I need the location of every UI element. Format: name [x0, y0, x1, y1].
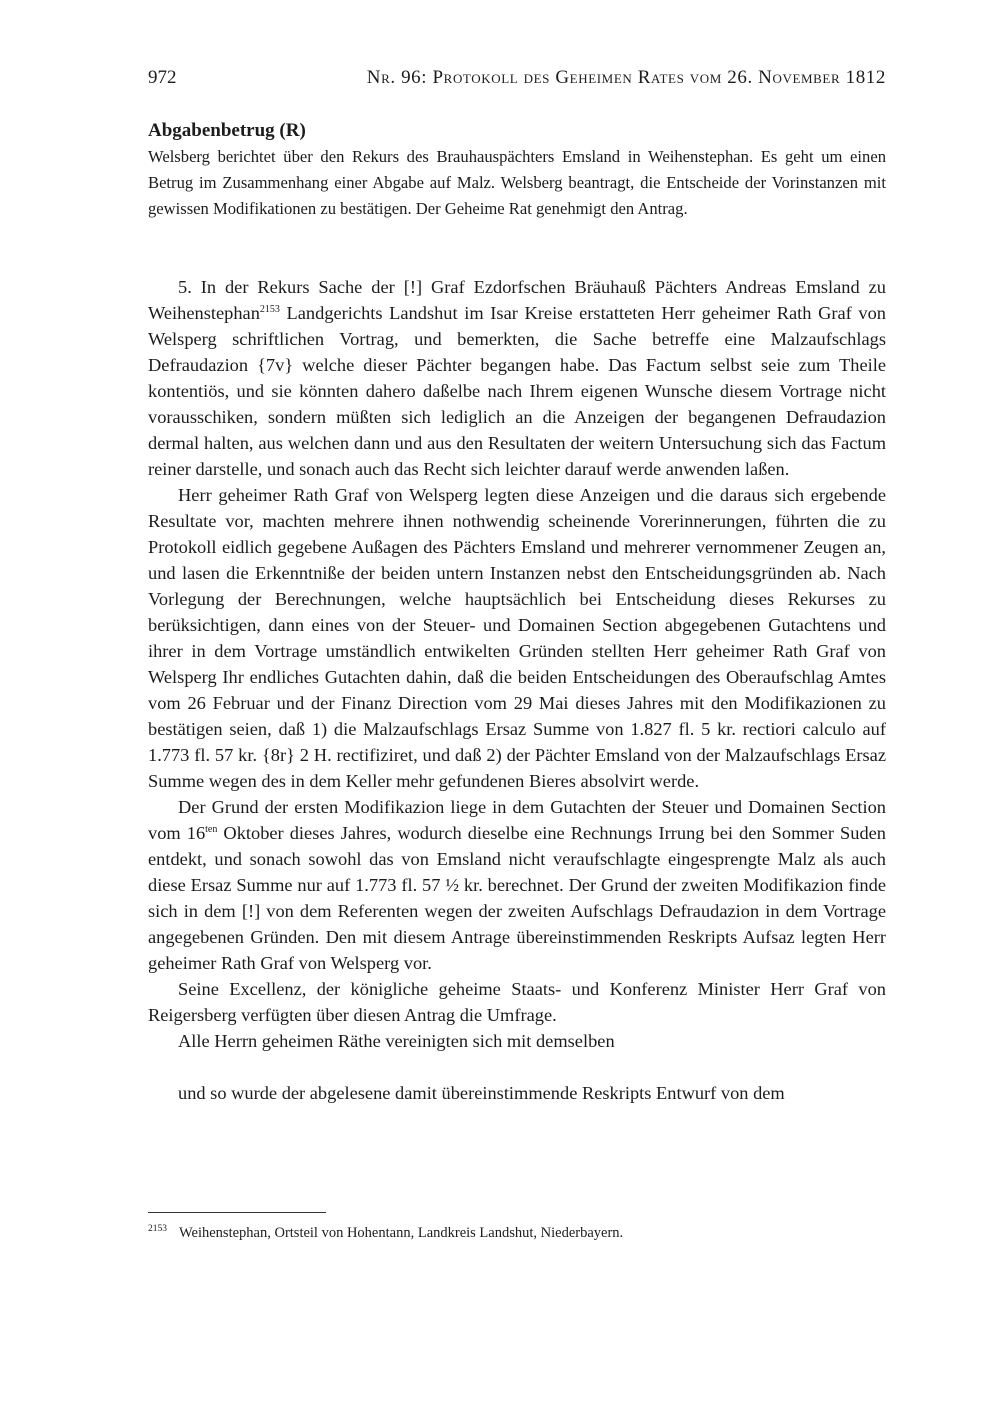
paragraph-6: und so wurde der abgelesene damit übereinstimmende Reskripts Entwurf von dem — [178, 1083, 785, 1103]
protocol-body — [148, 274, 886, 1106]
paragraph-2: Herr geheimer Rath Graf von Welsperg legten diese Anzeigen und die daraus sich ergebende Resultate vor, machten mehrere ihnen nothwendig scheinende Vorerinnerungen, führten die zu Protokoll eidlich gegebene Außagen des Pächters Emsland und mehrerer vernommener Zeugen an, und lasen die Erkenntniße der beiden untern Instanzen nebst den Entscheidungsgründen ab. Nach Vorlegung der Berechnungen, welche hauptsächlich bei Entscheidung dieses Rekurses zu berüksichtigen, dann eines von der Steuer- und Domainen Section abgegebenen Gutachtens und ihrer in dem Vortrage umständlich entwikelten Gründen stellten Herr geheimer Rath Graf von Welsperg Ihr endliches Gutachten dahin, daß die beiden Entscheidungen des Oberaufschlag Amtes vom 26 Februar und der Finanz Direction vom 29 Mai dieses Jahres mit den Modifikazionen zu bestätigen seien, daß 1) die Malzaufschlags Ersaz Summe von 1.827 fl. 5 kr. rectiori calculo auf 1.773 fl. 57 kr. {8r} 2 H. rectifiziret, und daß 2) der Pächter Emsland von der Malzaufschlags Ersaz Summe wegen des in dem Keller mehr gefundenen Bieres absolvirt werde. — [148, 485, 886, 791]
footnote-divider — [148, 1212, 326, 1213]
running-title: Nr. 96: Protokoll des Geheimen Rates vom 26. November 1812 — [366, 67, 886, 88]
ordinal-suffix: ten — [205, 823, 218, 835]
paragraph-5: Alle Herrn geheimen Räthe vereinigten sich mit demselben — [178, 1031, 615, 1051]
section-heading: Abgabenbetrug (R) — [148, 120, 306, 141]
page-number: 972 — [148, 67, 177, 88]
summary-text: Welsberg berichtet über den Rekurs des Brauhauspächters Emsland in Weihenstephan. Es geht um einen Betrug im Zusammenhang einer Abgabe auf Malz. Welsberg beantragt, die Entscheide der Vorinstanzen mit gewissen Modifikationen zu bestätigen. Der Geheime Rat genehmigt den Antrag. — [148, 147, 886, 218]
paragraph-3-text-b: Oktober dieses Jahres, wodurch dieselbe eine Rechnungs Irrung bei den Sommer Suden entdekt, und sonach sowohl das von Emsland nicht veraufschlagte eingesprengte Malz als auch diese Ersaz Summe nur auf 1.773 fl. 57 ½ kr. berechnet. Der Grund der zweiten Modifikazion finde sich in dem [!] von dem Referenten wegen der zweiten Aufschlags Defraudazion in dem Vortrage angegebenen Gründen. Den mit diesem Antrage übereinstimmenden Reskripts Aufsaz legten Herr geheimer Rath Graf von Welsperg vor. — [148, 823, 886, 973]
paragraph-1 — [148, 274, 886, 482]
footnote-number: 2153 — [148, 1224, 167, 1235]
footnote — [148, 1222, 886, 1244]
paragraph-1-text-a: 5. In der Rekurs Sache der [!] Graf Ezdorfschen Bräuhauß Pächters Andreas Emsland zu Weihenstephan — [148, 277, 886, 323]
paragraph-3 — [148, 794, 886, 976]
footnote-reference[interactable]: 2153 — [259, 303, 280, 315]
footnote-text: Weihenstephan, Ortsteil von Hohentann, Landkreis Landshut, Niederbayern. — [179, 1225, 624, 1241]
paragraph-4: Seine Excellenz, der königliche geheime Staats- und Konferenz Minister Herr Graf von Reigersberg verfügten über diesen Antrag die Umfrage. — [148, 979, 886, 1025]
paragraph-1-text-b: Landgerichts Landshut im Isar Kreise erstatteten Herr geheimer Rath Graf von Welsperg schriftlichen Vortrag, und bemerkten, die Sache betreffe eine Malzaufschlags Defraudazion {7v} welche dieser Pächter begangen habe. Das Factum selbst seie zum Theile kontentiös, und sie könnten dahero daßelbe nach Ihrem eigenen Wunsche diesem Vortrage nicht vorausschiken, sondern müßten sich lediglich an die Anzeigen der begangenen Defraudazion dermal halten, aus welchen dann und aus den Resultaten der weitern Untersuchung sich das Factum reiner darstelle, und sonach auch das Recht sich leichter darauf werde anwenden laßen. — [148, 303, 886, 479]
summary-block — [148, 118, 886, 222]
paragraph-3-text-a: Der Grund der ersten Modifikazion liege in dem Gutachten der Steuer und Domainen Section vom 16 — [148, 797, 886, 843]
